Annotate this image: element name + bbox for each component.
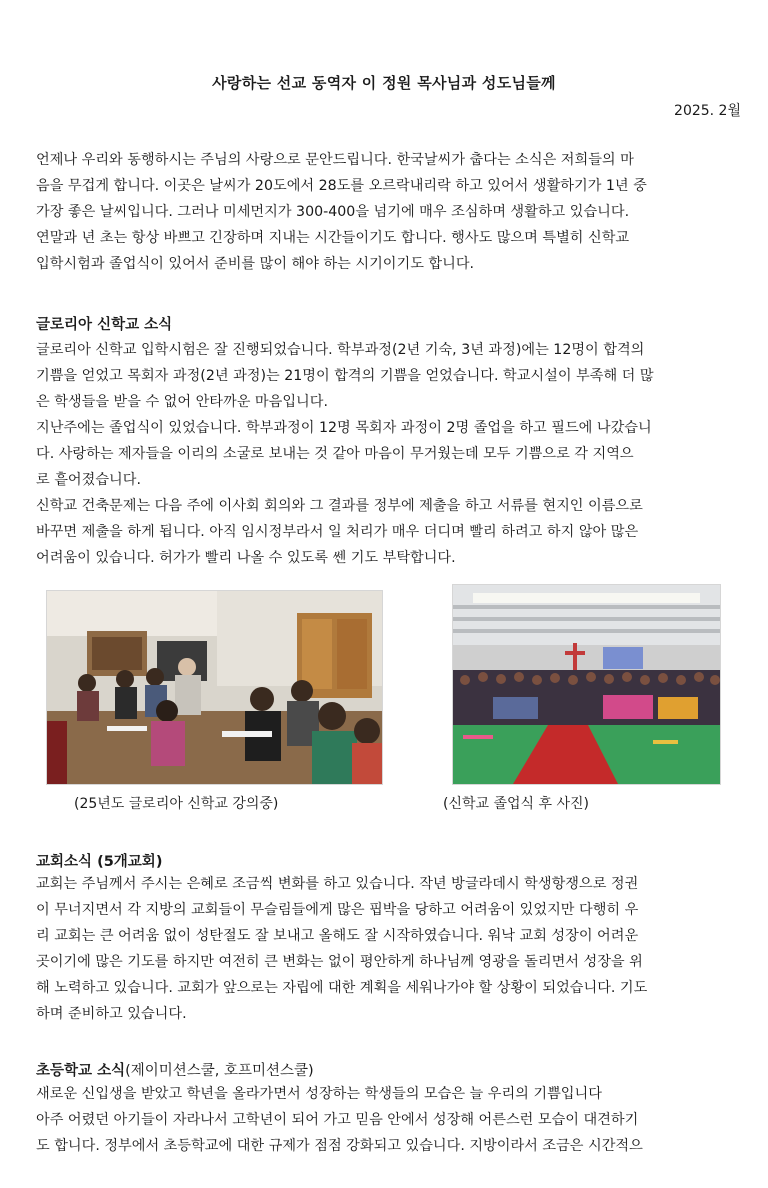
- intro-paragraph: [36, 147, 744, 277]
- text-line: 하며 준비하고 있습니다.: [36, 1006, 187, 1022]
- school-paragraph: [36, 1081, 744, 1159]
- text-line: 곳이기에 많은 기도를 하지만 여전히 큰 변화는 없이 평안하게 하나님께 영광을 돌리면서 성장을 위: [36, 954, 643, 970]
- letter-title: 사랑하는 선교 동역자 이 정원 목사님과 성도님들께: [212, 74, 556, 92]
- text-line: 새로운 신입생을 받았고 학년을 올라가면서 성장하는 학생들의 모습은 늘 우리의 기쁨입니다: [36, 1086, 602, 1102]
- text-line: 이 무너지면서 각 지방의 교회들이 무슬림들에게 많은 핍박을 당하고 어려움이 있었지만 다행히 우: [36, 902, 639, 918]
- text-line: 글로리아 신학교 입학시험은 잘 진행되었습니다. 학부과정(2년 기숙, 3년 과정)에는 12명이 합격의: [36, 342, 645, 358]
- text-line: 도 합니다. 정부에서 초등학교에 대한 규제가 점점 강화되고 있습니다. 지방이라서 조금은 시간적으: [36, 1138, 643, 1154]
- seminary-paragraph: [36, 337, 744, 571]
- graduation-photo-image: [453, 585, 720, 784]
- lecture-photo: [46, 590, 383, 785]
- text-line: 입학시험과 졸업식이 있어서 준비를 많이 해야 하는 시기이기도 합니다.: [36, 256, 475, 272]
- lecture-photo-caption: (25년도 글로리아 신학교 강의중): [74, 796, 279, 812]
- seminary-heading: 글로리아 신학교 소식: [36, 317, 173, 333]
- text-line: 가장 좋은 날씨입니다. 그러나 미세먼지가 300-400을 넘기에 매우 조심하며 생활하고 있습니다.: [36, 204, 630, 220]
- text-line: 교회는 주님께서 주시는 은혜로 조금씩 변화를 하고 있습니다. 작년 방글라데시 학생항쟁으로 정권: [36, 876, 639, 892]
- graduation-photo-caption: (신학교 졸업식 후 사진): [443, 796, 589, 812]
- text-line: 해 노력하고 있습니다. 교회가 앞으로는 자립에 대한 계획을 세워나가야 할 상황이 되었습니다. 기도: [36, 980, 648, 996]
- text-line: 아주 어렸던 아기들이 자라나서 고학년이 되어 가고 믿음 안에서 성장해 어른스런 모습이 대견하기: [36, 1112, 639, 1128]
- letter-date: 2025. 2월: [674, 103, 741, 119]
- text-line: 지난주에는 졸업식이 있었습니다. 학부과정이 12명 목회자 과정이 2명 졸업을 하고 필드에 나갔습니: [36, 420, 652, 436]
- text-line: 로 흩어졌습니다.: [36, 472, 141, 488]
- text-line: 언제나 우리와 동행하시는 주님의 사랑으로 문안드립니다. 한국날씨가 춥다는 소식은 저희들의 마: [36, 152, 634, 168]
- text-line: 음을 무겁게 합니다. 이곳은 날씨가 20도에서 28도를 오르락내리락 하고 있어서 생활하기가 1년 중: [36, 178, 647, 194]
- church-heading: 교회소식 (5개교회): [36, 854, 163, 870]
- school-heading: [36, 1059, 314, 1080]
- text-line: 다. 사랑하는 제자들을 이리의 소굴로 보내는 것 같아 마음이 무거웠는데 모두 기쁨으로 각 지역으: [36, 446, 634, 462]
- text-line: 신학교 건축문제는 다음 주에 이사회 회의와 그 결과를 정부에 제출을 하고 서류를 현지인 이름으로: [36, 498, 643, 514]
- church-paragraph: [36, 871, 744, 1027]
- text-line: 바꾸면 제출을 하게 됩니다. 아직 임시정부라서 일 처리가 매우 더디며 빨리 하려고 하지 않아 많은: [36, 524, 639, 540]
- text-line: 은 학생들을 받을 수 없어 안타까운 마음입니다.: [36, 394, 328, 410]
- school-heading-title: 초등학교 소식: [36, 1063, 126, 1079]
- lecture-photo-image: [47, 591, 382, 784]
- text-line: 기쁨을 얻었고 목회자 과정(2년 과정)는 21명이 합격의 기쁨을 얻었습니다. 학교시설이 부족해 더 많: [36, 368, 654, 384]
- graduation-photo: [452, 584, 721, 785]
- text-line: 어려움이 있습니다. 허가가 빨리 나올 수 있도록 쎈 기도 부탁합니다.: [36, 550, 456, 566]
- text-line: 리 교회는 큰 어려움 없이 성탄절도 잘 보내고 올해도 잘 시작하였습니다. 워낙 교회 성장이 어려운: [36, 928, 639, 944]
- school-heading-suffix: (제이미션스쿨, 호프미션스쿨): [125, 1063, 314, 1079]
- text-line: 연말과 년 초는 항상 바쁘고 긴장하며 지내는 시간들이기도 합니다. 행사도 많으며 특별히 신학교: [36, 230, 630, 246]
